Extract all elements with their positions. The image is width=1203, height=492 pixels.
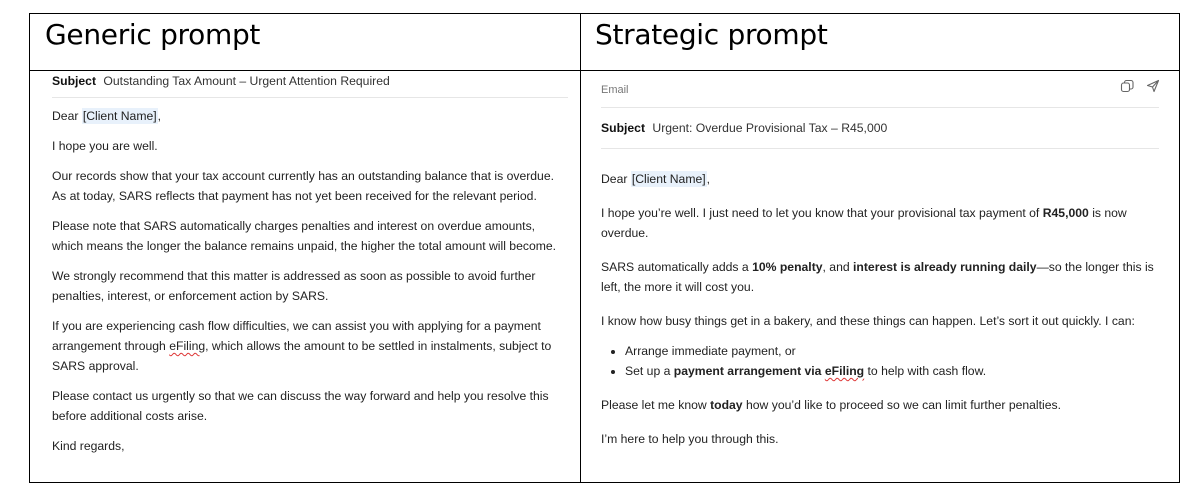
strategic-paragraph-1: [601, 203, 1160, 243]
generic-subject-label: Subject: [52, 74, 97, 88]
send-icon[interactable]: [1146, 79, 1160, 93]
generic-email-panel: [30, 71, 580, 483]
copy-icon[interactable]: [1120, 79, 1134, 93]
strategic-prompt-heading: Strategic prompt: [595, 18, 828, 51]
generic-subject-text: Outstanding Tax Amount – Urgent Attention Required: [103, 74, 390, 88]
email-label: Email: [601, 84, 629, 96]
strategic-paragraph-3: I know how busy things get in a bakery, and these things can happen. Let’s sort it out quickly. I can:: [601, 314, 1135, 328]
strategic-efiling-word: eFiling: [824, 364, 865, 378]
strategic-option-2-end: to help with cash flow.: [867, 364, 987, 378]
strategic-option-2-bold-text: payment arrangement via: [673, 364, 822, 378]
strategic-paragraph-5: I’m here to help you through this.: [601, 432, 779, 446]
generic-prompt-heading: Generic prompt: [45, 18, 261, 51]
strategic-client-placeholder[interactable]: [Client Name]: [631, 172, 706, 186]
generic-paragraph-1: I hope you are well.: [52, 139, 158, 153]
generic-greeting-prefix: Dear: [52, 109, 79, 123]
strategic-subject-text: Urgent: Overdue Provisional Tax – R45,000: [652, 121, 888, 135]
strategic-amount: R45,000: [1042, 206, 1089, 220]
strategic-paragraph-4: [601, 395, 1160, 415]
strategic-greeting-prefix: Dear: [601, 172, 628, 186]
generic-p5-start: If you are experiencing cash flow difficulties, we can assist you with applying for a payment arrangement through: [52, 319, 541, 353]
strategic-p2-start: SARS automatically adds a: [601, 260, 749, 274]
header-row: [30, 14, 1179, 71]
generic-greeting-suffix: ,: [157, 109, 162, 123]
strategic-today: today: [710, 398, 743, 412]
strategic-p1-end: is now overdue.: [601, 206, 1127, 240]
strategic-option-2-bold: [674, 364, 864, 378]
strategic-options-list: [601, 341, 1160, 381]
email-header-separator: [601, 107, 1159, 108]
strategic-email-panel: [581, 71, 1180, 483]
strategic-option-1: • Arrange immediate payment, or: [625, 341, 1160, 361]
generic-paragraph-3: Please note that SARS automatically charges penalties and interest on overdue amounts, which means the longer the balance remains unpaid, the higher the total amount will become.: [52, 219, 557, 253]
strategic-p1-start: I hope you’re well. I just need to let you know that your provisional tax payment of: [601, 206, 1040, 220]
strategic-option-2: [625, 361, 1160, 381]
comparison-table: [29, 13, 1180, 483]
generic-efiling-word: eFiling: [169, 339, 206, 353]
strategic-interest: interest is already running daily: [853, 260, 1037, 274]
strategic-p2-end: —so the longer this is left, the more it will cost you.: [601, 260, 1154, 294]
email-toolbar: [1120, 79, 1160, 93]
generic-signoff: Kind regards,: [52, 439, 125, 453]
generic-paragraph-2: Our records show that your tax account currently has an outstanding balance that is overdue. As at today, SARS reflects that payment has not yet been received for the relevant period.: [52, 169, 555, 203]
strategic-p4-start: Please let me know: [601, 398, 707, 412]
strategic-penalty: 10% penalty: [752, 260, 823, 274]
strategic-option-2-start: Set up a: [625, 364, 671, 378]
generic-p5-end: , which allows the amount to be settled in instalments, subject to SARS approval.: [52, 339, 552, 373]
generic-paragraph-4: We strongly recommend that this matter is addressed as soon as possible to avoid further penalties, interest, or enforcement action by SARS.: [52, 269, 536, 303]
strategic-greeting-suffix: ,: [706, 172, 711, 186]
strategic-p4-end: how you’d like to proceed so we can limit further penalties.: [745, 398, 1061, 412]
strategic-subject-label: Subject: [601, 121, 646, 135]
generic-subject-line: [52, 71, 568, 98]
strategic-greeting: [601, 169, 1160, 189]
strategic-subject-line: [601, 118, 1159, 149]
generic-paragraph-6: Please contact us urgently so that we can discuss the way forward and help you resolve this before additional costs arise.: [52, 389, 549, 423]
strategic-paragraph-2: [601, 257, 1160, 297]
strategic-p2-mid: , and: [822, 260, 850, 274]
generic-paragraph-5: [52, 316, 558, 376]
generic-client-placeholder[interactable]: [Client Name]: [82, 109, 157, 123]
generic-greeting: [52, 106, 558, 126]
